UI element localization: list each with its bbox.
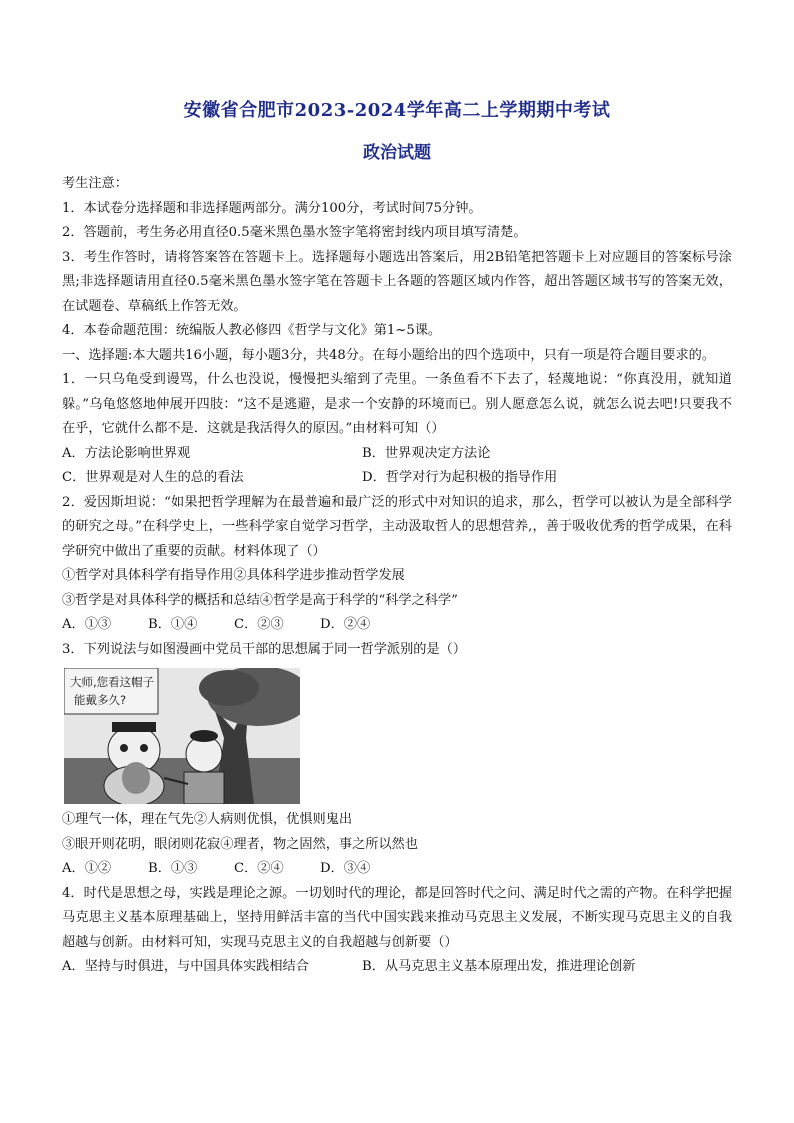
notice-item: 3．考生作答时，请将答案答在答题卡上。选择题每小题选出答案后，用2B铅笔把答题卡上对应题目的答案标号涂黑;非选择题请用直径0.5毫米黑色墨水签字笔在答题卡上各题的答题区域内作答，超出答题区域书写的答案无效，在试题卷、草稿纸上作答无效。 xyxy=(62,249,732,314)
option-b: B．世界观决定方法论 xyxy=(362,445,491,461)
question-stem: 3．下列说法与如图漫画中党员干部的思想属于同一哲学派别的是（） xyxy=(62,641,467,657)
cartoon-caption-line: 能戴多久? xyxy=(74,693,127,707)
notice-item: 1．本试卷分选择题和非选择题两部分。满分100分，考试时间75分钟。 xyxy=(62,200,482,216)
statement-line: ③哲学是对具体科学的概括和总结④哲学是高于科学的“科学之科学” xyxy=(62,592,458,608)
statement-line: ①理气一体，理在气先②人病则优惧，优惧则鬼出 xyxy=(62,812,353,827)
option-d: D．③④ xyxy=(320,861,371,876)
exam-body xyxy=(62,172,732,980)
option-a: A．方法论影响世界观 xyxy=(62,445,191,461)
notice-heading: 考生注意： xyxy=(62,176,128,191)
option-a: A．①② xyxy=(62,861,112,876)
cartoon-image xyxy=(64,668,300,804)
page-title: 安徽省合肥市2023-2024学年高二上学期期中考试 xyxy=(183,100,611,121)
option-b: B．从马克思主义基本原理出发，推进理论创新 xyxy=(362,959,636,974)
option-a: A．坚持与时俱进，与中国具体实践相结合 xyxy=(62,959,309,974)
option-a: A．①③ xyxy=(62,617,112,632)
section-heading: 一、选择题:本大题共16小题，每小题3分，共48分。在每小题给出的四个选项中，只有一项是符合题目要求的。 xyxy=(62,347,716,363)
page-subtitle: 政治试题 xyxy=(363,143,431,163)
question-stem: 2．爱因斯坦说：“如果把哲学理解为在最普遍和最广泛的形式中对知识的追求，那么，哲学可以被认为是全部科学的研究之母。”在科学史上，一些科学家自觉学习哲学，主动汲取哲人的思想营养,，善于吸收优秀的哲学成果，在科学研究中做出了重要的贡献。材料体现了（） xyxy=(62,494,732,559)
option-c: C．②③ xyxy=(234,617,284,632)
statement-line: ③眼开则花明，眼闭则花寂④理者，物之固然，事之所以然也 xyxy=(62,836,419,852)
option-row xyxy=(62,442,732,467)
question-stem: 1．一只乌龟受到谩骂，什么也没说，慢慢把头缩到了壳里。一条鱼看不下去了，轻蔑地说：“你真没用，就知道躲。”乌龟悠悠地伸展开四肢：“这不是逃避，是求一个安静的环境而已。别人愿意怎么说，就怎么说去吧!只要我不在乎，它就什么都不是．这就是我活得久的原因。”由材料可知（） xyxy=(62,372,732,436)
cartoon-caption-line: 大师,您看这帽子 xyxy=(70,675,155,689)
question-stem: 4．时代是思想之母，实践是理论之源。一切划时代的理论，都是回答时代之问、满足时代之需的产物。在科学把握马克思主义基本原理基础上，坚持用鲜活丰富的当代中国实践来推动马克思主义发展，不断实现马克思主义的自我超越与创新。由材料可知，实现马克思主义的自我超越与创新要（） xyxy=(62,885,732,950)
option-d: D．②④ xyxy=(320,617,371,632)
option-row xyxy=(62,955,732,980)
notice-item: 2．答题前，考生务必用直径0.5毫米黑色墨水签字笔将密封线内项目填写清楚。 xyxy=(62,225,527,240)
option-row xyxy=(62,857,732,882)
option-d: D．哲学对行为起积极的指导作用 xyxy=(362,470,558,485)
statement-line: ①哲学对具体科学有指导作用②具体科学进步推动哲学发展 xyxy=(62,568,405,583)
option-b: B．①③ xyxy=(148,861,198,876)
option-c: C．世界观是对人生的总的看法 xyxy=(62,470,244,485)
option-row xyxy=(62,466,732,491)
notice-item: 4．本卷命题范围：统编版人教必修四《哲学与文化》第1~5课。 xyxy=(62,323,442,338)
option-row xyxy=(62,613,732,638)
option-c: C．②④ xyxy=(234,861,284,876)
option-b: B．①④ xyxy=(148,617,198,632)
